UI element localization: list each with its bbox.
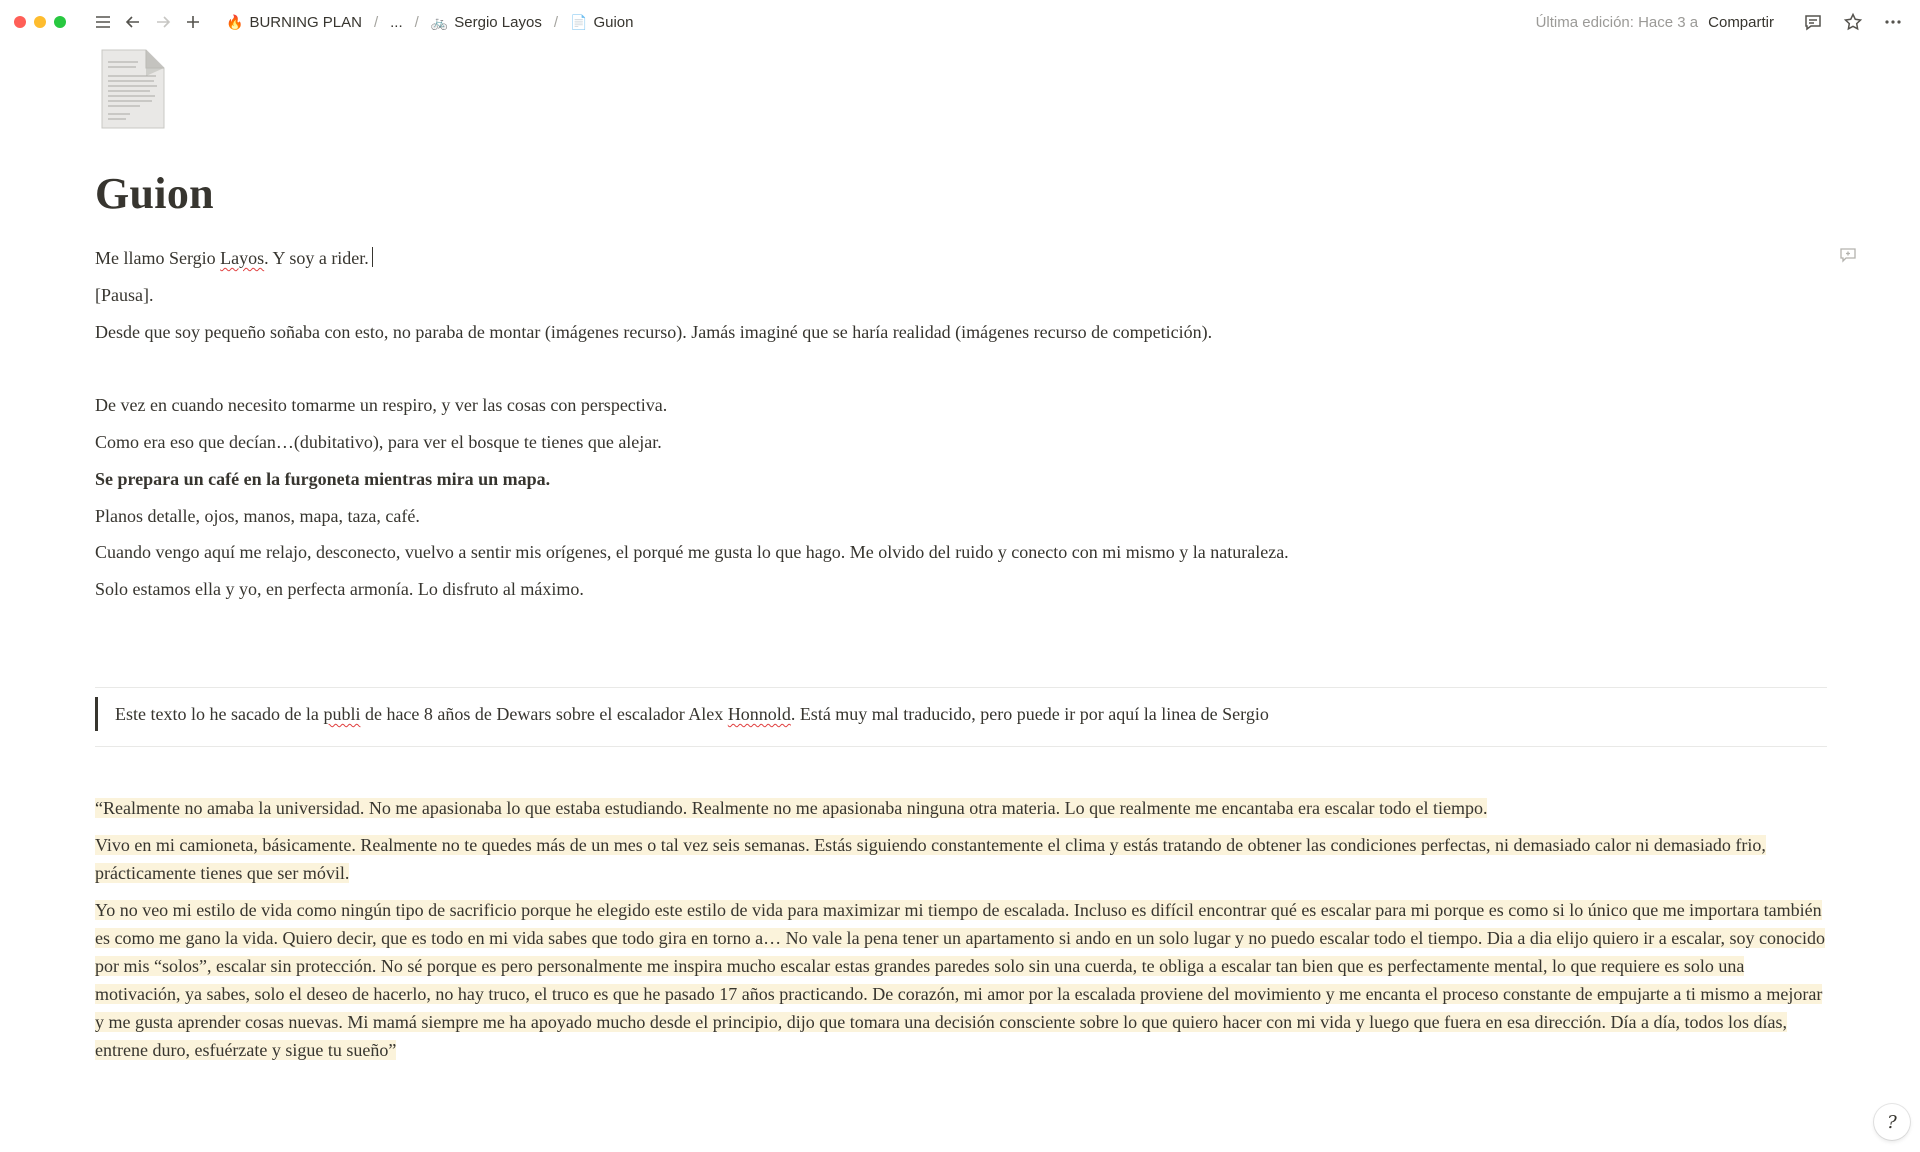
topbar-actions [1536,0,1908,44]
quote-text: . Está muy mal traducido, pero puede ir por aquí la linea de Sergio [790,704,1269,724]
misspelled-word: publi [323,704,361,724]
text-block[interactable]: De vez en cuando necesito tomarme un respiro, y ver las cosas con perspectiva. [95,395,668,415]
breadcrumb-separator: / [553,13,558,31]
page-title[interactable]: Guion [95,169,214,218]
fire-icon: 🔥 [226,13,244,30]
help-icon: ? [1887,1111,1897,1133]
breadcrumb-label: ... [390,13,403,31]
breadcrumb-item-burning-plan[interactable] [222,12,366,33]
breadcrumb-label: Sergio Layos [454,13,542,31]
text-block[interactable]: [Pausa]. [95,285,154,305]
forward-arrow-icon[interactable] [148,7,178,37]
misspelled-word: Layos [220,248,265,268]
breadcrumb-item-sergio-layos[interactable] [427,12,546,33]
divider [95,746,1827,747]
quote-text: de hace 8 años de Dewars sobre el escalador Alex [360,704,728,724]
breadcrumb-item-ellipsis[interactable] [386,12,407,33]
text-block[interactable]: Como era eso que decían…(dubitativo), para ver el bosque te tienes que alejar. [95,432,662,452]
quote-text: Este texto lo he sacado de la [115,704,324,724]
minimize-window-button[interactable] [34,16,46,28]
bold-text-block[interactable] [95,465,550,493]
new-page-plus-icon[interactable] [178,7,208,37]
share-button[interactable]: Compartir [1708,13,1774,31]
top-bar [0,0,1920,44]
quote-block[interactable] [95,697,1269,731]
favorite-star-icon[interactable] [1838,7,1868,37]
breadcrumb-label: BURNING PLAN [249,13,362,31]
breadcrumb-separator: / [373,13,379,31]
text-block[interactable]: Desde que soy pequeño soñaba con esto, no paraba de montar (imágenes recurso). Jamás imaginé que se haría realidad (imágenes recurso de competición). [95,322,1213,342]
highlighted-paragraph[interactable] [95,794,1830,822]
bicycle-icon: 🚲 [430,13,449,30]
page-document-icon[interactable] [100,48,166,130]
line-text: Me llamo Sergio [95,248,221,268]
last-edited-text: Última edición: Hace 3 a [1535,13,1699,31]
highlighted-paragraph[interactable] [95,896,1830,1064]
document-icon: 📄 [570,13,588,30]
highlighted-paragraph[interactable] [95,831,1830,887]
text-block[interactable] [95,244,373,272]
breadcrumb-label: Guion [593,13,634,31]
highlighted-text: Yo no veo mi estilo de vida como ningún tipo de sacrificio porque he elegido este estilo de vida para maximizar mi tiempo de escalada. Incluso es difícil encontrar qué es escalar para mi porque es como si lo único que me importara también es como me gano la vida. Quiero decir, que es todo en mi vida sabes que todo gira en torno a… No vale la pena tener un apartamento si ando en un solo lugar y no puedo escalar todo el tiempo. Dia a dia elijo quiero ir a escalar, soy conocido por mis “solos”, escalar sin protección. No sé porque es pero personalmente me inspira mucho escalar estas grandes paredes solo sin una cuerda, te obliga a escalar tan bien que es perfectamente mental, lo que requiere es solo una motivación, ya sabes, solo el deseo de hacerlo, no hay truco, el truco es que he pasado 17 años practicando. De corazón, mi amor por la escalada proviene del movimiento y me encanta el proceso constante de empujarte a ti mismo a mejorar y me gusta aprender cosas nuevas. Mi mamá siempre me ha apoyado mucho desde el principio, dijo que tomara una decisión consciente sobre lo que quiero hacer con mi vida y luego que fuera en esa dirección. Día a día, todos los días, entrene duro, esfuérzate y sigue tu sueño” [95,900,1826,1060]
text-block[interactable]: Planos detalle, ojos, manos, mapa, taza, café. [95,506,420,526]
misspelled-word: Honnold [727,704,791,724]
comments-icon[interactable] [1798,7,1828,37]
breadcrumb-item-guion[interactable] [566,12,637,33]
breadcrumb-separator: / [414,13,419,31]
maximize-window-button[interactable] [54,16,66,28]
text-block[interactable]: Cuando vengo aquí me relajo, desconecto, vuelvo a sentir mis orígenes, el porqué me gusta lo que hago. Me olvido del ruido y conecto con mi mismo y la naturaleza. [95,542,1289,562]
text-block[interactable]: Solo estamos ella y yo, en perfecta armonía. Lo disfruto al máximo. [95,579,584,599]
line-text: . Y soy a rider. [264,248,369,268]
highlighted-text: Vivo en mi camioneta, básicamente. Realmente no te quedes más de un mes o tal vez seis semanas. Estás siguiendo constantemente el clima y estás tratando de obtener las condiciones perfectas, ni demasiado calor ni demasiado frio, prácticamente tienes que ser móvil. [95,835,1766,883]
text-cursor [372,247,373,267]
more-options-icon[interactable] [1878,7,1908,37]
breadcrumb [222,12,637,33]
help-button[interactable] [1874,1104,1910,1140]
close-window-button[interactable] [14,16,26,28]
highlighted-text: “Realmente no amaba la universidad. No me apasionaba lo que estaba estudiando. Realmente no me apasionaba ninguna otra materia. Lo que realmente me encantaba era escalar todo el tiempo. [95,798,1488,818]
bold-line-text: Se prepara un café en la furgoneta mientras mira un mapa. [95,469,551,489]
window-controls [14,16,66,28]
back-arrow-icon[interactable] [118,7,148,37]
add-comment-icon[interactable] [1839,246,1857,264]
sidebar-toggle-icon[interactable] [88,7,118,37]
divider [95,687,1827,688]
